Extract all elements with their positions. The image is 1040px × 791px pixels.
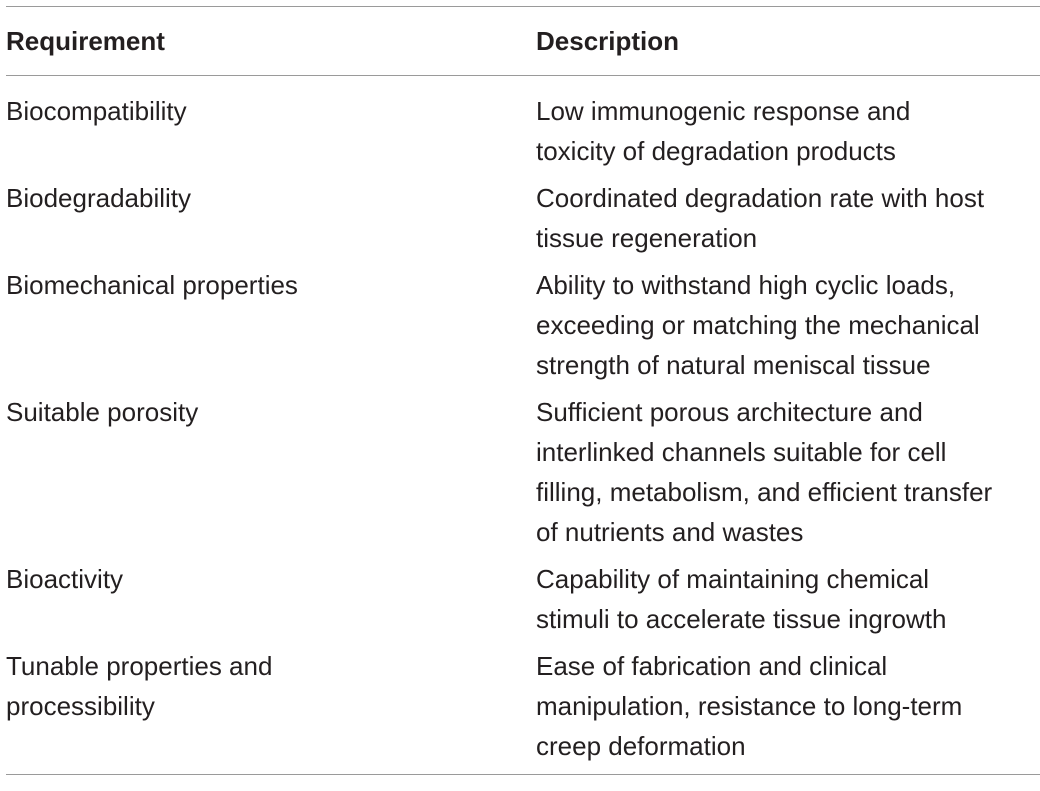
requirement-cell: Bioactivity [6, 564, 124, 594]
requirement-cell: Biomechanical properties [6, 270, 298, 300]
description-cell: Ease of fabrication and clinical manipulation, resistance to long-term creep deformation [536, 651, 963, 761]
table-row [6, 91, 1040, 171]
description-cell: Capability of maintaining chemical stimuli to accelerate tissue ingrowth [536, 564, 947, 634]
header-description: Description [536, 26, 680, 56]
description-cell: Coordinated degradation rate with host tissue regeneration [536, 183, 985, 253]
description-cell: Low immunogenic response and toxicity of degradation products [536, 96, 911, 166]
description-cell: Sufficient porous architecture and interlinked channels suitable for cell filling, metabolism, and efficient transfer of nutrients and wastes [536, 397, 993, 547]
table-row [6, 392, 1040, 552]
requirement-cell: Suitable porosity [6, 397, 199, 427]
requirement-cell: Biocompatibility [6, 96, 187, 126]
table-header-row [6, 7, 1040, 76]
table-body [6, 76, 1040, 775]
requirement-cell: Biodegradability [6, 183, 192, 213]
header-requirement: Requirement [6, 26, 165, 56]
table-row [6, 265, 1040, 385]
table-row [6, 178, 1040, 258]
description-cell: Ability to withstand high cyclic loads, exceeding or matching the mechanical strength of natural meniscal tissue [536, 270, 980, 380]
table-row [6, 559, 1040, 639]
table-row [6, 646, 1040, 766]
requirements-table [6, 6, 1040, 775]
requirement-cell: Tunable properties and processibility [6, 651, 273, 721]
